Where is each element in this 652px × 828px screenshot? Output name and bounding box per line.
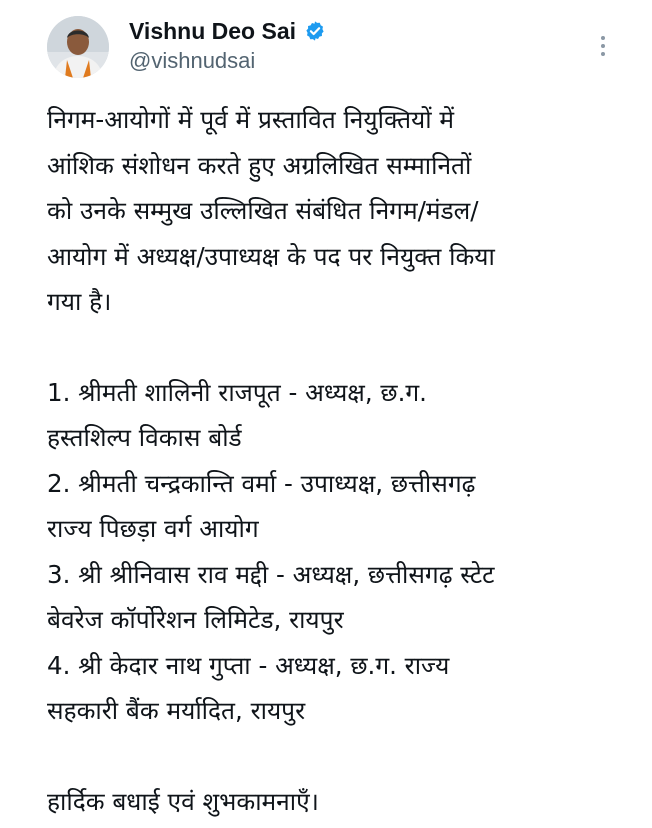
list-line: 4. श्री केदार नाथ गुप्ता - अध्यक्ष, छ.ग. राज्य <box>47 650 450 680</box>
list-line: राज्य पिछड़ा वर्ग आयोग <box>47 514 259 543</box>
list-line: 2. श्रीमती चन्द्रकान्ति वर्मा - उपाध्यक्ष, छत्तीसगढ़ <box>47 468 476 498</box>
list-line: सहकारी बैंक मर्यादित, रायपुर <box>47 696 306 725</box>
intro-paragraph <box>47 97 637 325</box>
closing-line: हार्दिक बधाई एवं शुभकामनाएँ। <box>47 786 319 816</box>
paragraph-gap <box>47 325 637 370</box>
list-line: हस्तशिल्प विकास बोर्ड <box>47 423 242 452</box>
text-line: निगम-आयोगों में पूर्व में प्रस्तावित नियुक्तियों में <box>47 105 455 134</box>
verified-badge-icon <box>304 20 326 42</box>
display-name[interactable]: Vishnu Deo Sai <box>129 17 297 44</box>
list-line: 3. श्री श्रीनिवास राव मद्दी - अध्यक्ष, छत्तीसगढ़ स्टेट <box>47 559 495 589</box>
tweet-header <box>47 14 627 80</box>
avatar[interactable] <box>47 16 109 78</box>
tweet-text <box>47 97 637 824</box>
paragraph-gap <box>47 734 637 779</box>
text-line: आंशिक संशोधन करते हुए अग्रलिखित सम्मानितों <box>47 150 472 180</box>
more-options-icon[interactable] <box>593 36 613 60</box>
display-name-row <box>129 16 326 46</box>
author-handle[interactable]: @vishnudsai <box>129 48 256 73</box>
author-block <box>129 16 326 74</box>
text-line: को उनके सम्मुख उल्लिखित संबंधित निगम/मंडल/ <box>47 196 479 225</box>
text-line: आयोग में अध्यक्ष/उपाध्यक्ष के पद पर नियुक्त किया <box>47 241 495 271</box>
text-line: गया है। <box>47 287 112 316</box>
appointment-list <box>47 370 637 734</box>
list-line: बेवरेज कॉर्पोरेशन लिमिटेड, रायपुर <box>47 605 344 634</box>
list-line: 1. श्रीमती शालिनी राजपूत - अध्यक्ष, छ.ग. <box>47 377 427 407</box>
